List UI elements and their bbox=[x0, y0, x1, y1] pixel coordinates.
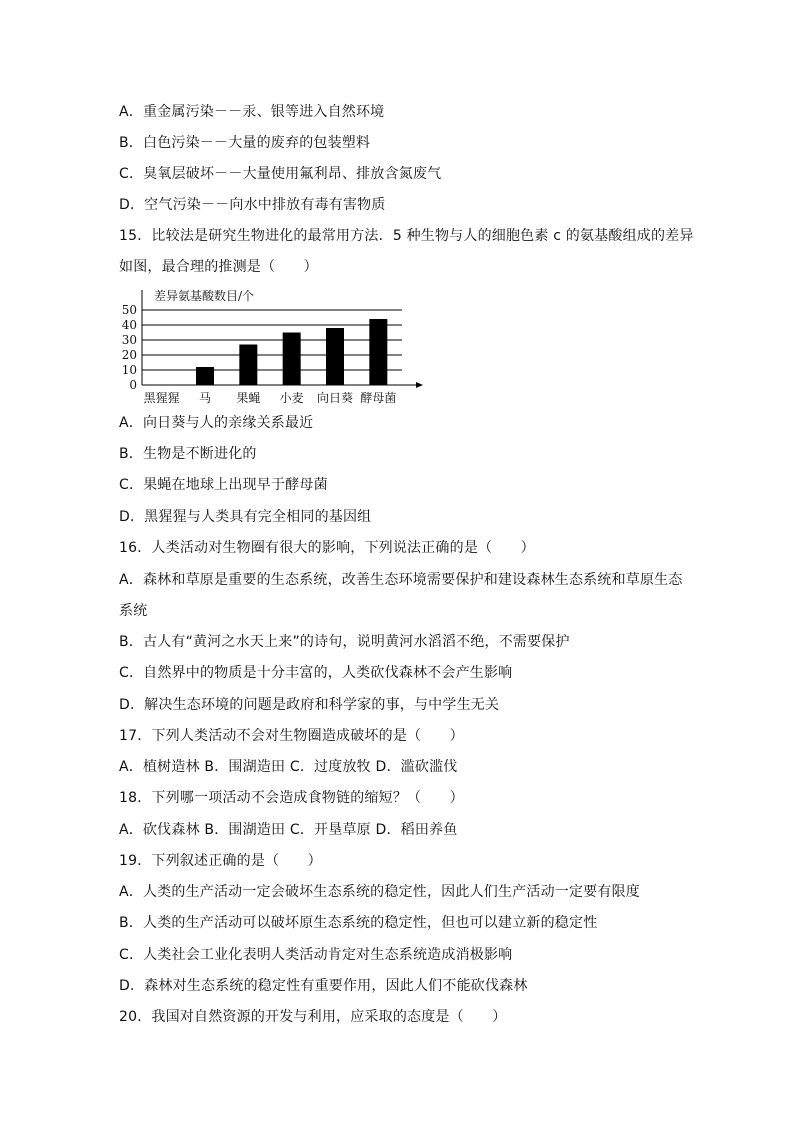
chart-x-tick-label: 果蝇 bbox=[236, 391, 261, 405]
chart-y-tick-label: 20 bbox=[121, 348, 137, 362]
chart-bar bbox=[283, 333, 301, 386]
chart-bar bbox=[369, 319, 387, 385]
q14-option-d: D．空气污染－－向水中排放有毒有害物质 bbox=[119, 197, 386, 213]
q15-option-b: B．生物是不断进化的 bbox=[119, 446, 257, 462]
chart-y-tick-label: 50 bbox=[121, 303, 137, 317]
q15-option-d: D．黑猩猩与人类具有完全相同的基因组 bbox=[119, 509, 372, 525]
q19-option-b: B．人类的生产活动可以破坏原生态系统的稳定性，但也可以建立新的稳定性 bbox=[119, 915, 598, 931]
q18-stem: 18．下列哪一项活动不会造成食物链的缩短？（ ） bbox=[119, 790, 464, 806]
q17-options: A．植树造林 B．围湖造田 C．过度放牧 D．滥砍滥伐 bbox=[119, 759, 458, 775]
chart-y-axis-label: 差异氨基酸数目/个 bbox=[154, 289, 255, 303]
q19-option-d: D．森林对生态系统的稳定性有重要作用，因此人们不能砍伐森林 bbox=[119, 978, 528, 994]
q15-option-a: A．向日葵与人的亲缘关系最近 bbox=[119, 415, 314, 431]
chart-bar bbox=[326, 328, 344, 385]
chart-y-tick-label: 10 bbox=[121, 363, 137, 377]
q14-option-b: B．白色污染－－大量的废弃的包装塑料 bbox=[119, 135, 371, 151]
q19-option-c: C．人类社会工业化表明人类活动肯定对生态系统造成消极影响 bbox=[119, 947, 513, 963]
chart-x-tick-label: 黑猩猩 bbox=[143, 391, 180, 405]
q19-option-a: A．人类的生产活动一定会破坏生态系统的稳定性，因此人们生产活动一定要有限度 bbox=[119, 884, 640, 900]
q16-option-b: B．古人有“黄河之水天上来”的诗句，说明黄河水滔滔不绝，不需要保护 bbox=[119, 634, 570, 650]
q16-option-a-continued: 系统 bbox=[119, 603, 148, 619]
q14-option-a: A．重金属污染－－汞、银等进入自然环境 bbox=[119, 104, 385, 120]
chart-y-tick-label: 30 bbox=[121, 333, 137, 347]
chart-x-axis-arrow bbox=[416, 382, 423, 388]
chart-x-tick-label: 酵母菌 bbox=[360, 391, 397, 405]
chart-y-tick-label: 0 bbox=[129, 378, 137, 392]
q14-option-c: C．臭氧层破坏－－大量使用氟利昂、排放含氮废气 bbox=[119, 166, 442, 182]
q15-option-c: C．果蝇在地球上出现早于酵母菌 bbox=[119, 477, 328, 493]
chart-x-tick-label: 向日葵 bbox=[316, 391, 354, 405]
chart-bar bbox=[196, 367, 214, 385]
q17-stem: 17．下列人类活动不会对生物圈造成破坏的是（ ） bbox=[119, 728, 464, 744]
q20-stem: 20．我国对自然资源的开发与利用，应采取的态度是（ ） bbox=[119, 1009, 507, 1025]
q16-option-d: D．解决生态环境的问题是政府和科学家的事，与中学生无关 bbox=[119, 697, 500, 713]
q15-stem-line-1: 15．比较法是研究生物进化的最常用方法．5 种生物与人的细胞色素 c 的氨基酸组成的差异 bbox=[119, 228, 694, 244]
q16-option-c: C．自然界中的物质是十分丰富的，人类砍伐森林不会产生影响 bbox=[119, 665, 513, 681]
chart-bar bbox=[239, 345, 257, 386]
q18-options: A．砍伐森林 B．围湖造田 C．开垦草原 D．稻田养鱼 bbox=[119, 822, 458, 838]
q19-stem: 19．下列叙述正确的是（ ） bbox=[119, 853, 322, 869]
chart-x-tick-label: 马 bbox=[198, 391, 212, 405]
q16-stem: 16．人类活动对生物圈有很大的影响，下列说法正确的是（ ） bbox=[119, 540, 535, 556]
chart-x-tick-label: 小麦 bbox=[279, 391, 304, 405]
amino-acid-difference-chart bbox=[110, 284, 430, 408]
q16-option-a: A．森林和草原是重要的生态系统，改善生态环境需要保护和建设森林生态系统和草原生态 bbox=[119, 572, 683, 588]
q15-stem-line-2: 如图，最合理的推测是（ ） bbox=[119, 259, 318, 275]
chart-y-tick-label: 40 bbox=[121, 318, 137, 332]
